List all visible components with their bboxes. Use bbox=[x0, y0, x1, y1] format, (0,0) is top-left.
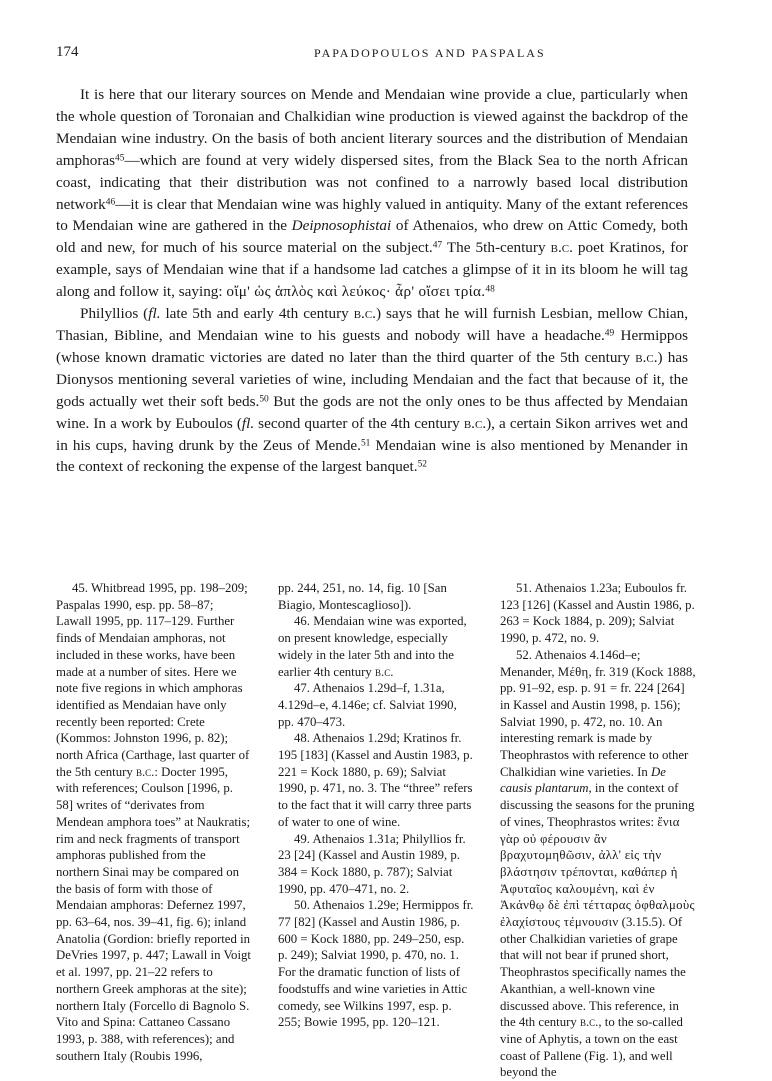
text-run: Philyllios ( bbox=[80, 305, 149, 323]
footnote-45-continued: pp. 244, 251, no. 14, fig. 10 [San Biagio, Montescaglioso]). bbox=[278, 581, 447, 612]
era-abbr: b.c. bbox=[635, 348, 658, 366]
text-run: poet Kratinos, for example, says of Mendaian wine that if a handsome lad catches a glimpse of it in its bloom he will tag along and follow it, saying: bbox=[56, 239, 688, 301]
text-run: , in the context of discussing the seasons for the pruning of vines, Theophrastos writes: bbox=[500, 781, 695, 829]
text-run: 45. Whitbread 1995, pp. 198–209; Paspalas 1990, esp. pp. 58–87; Lawall 1995, pp. 117–129. Further finds of Mendaian amphoras, not included in these works, have been made at a number of sites. Here we note five regions in which amphoras identified as Mendaian have only recently been reported: Crete (Kommos: Johnston 1996, p. 82); north Africa (Carthage, last quarter of the 5th century bbox=[56, 581, 250, 779]
footnote-45 bbox=[56, 580, 252, 1064]
text-run: Hermippos (whose known dramatic victories are dated no later than the third quarter of the 5th century bbox=[56, 326, 688, 366]
text-run: —it is clear that Mendaian wine was highly valued in antiquity. Many of the extant references to Mendaian wine are gathered in the bbox=[56, 195, 688, 235]
footnote-column-1 bbox=[56, 580, 252, 1064]
footnote-ref-49[interactable]: 49 bbox=[604, 328, 615, 339]
footnote-ref-48[interactable]: 48 bbox=[485, 284, 495, 295]
text-run: ) has Dionysos mentioning several varieties of wine, including Mendaian and the fact that because of it, the gods actually wet their soft beds. bbox=[56, 348, 688, 410]
text-run: The 5th-century bbox=[442, 239, 551, 257]
footnote-52 bbox=[500, 647, 696, 1081]
era-abbr: b.c. bbox=[550, 239, 573, 257]
footnote-ref-47[interactable]: 47 bbox=[432, 240, 443, 251]
text-run: ) says that he will furnish Lesbian, mellow Chian, Thasian, Bibline, and Mendaian wine to his guests and nobody will have a headache. bbox=[56, 305, 689, 344]
text-run: second quarter of the 4th century bbox=[254, 414, 464, 432]
footnote-ref-52[interactable]: 52 bbox=[417, 459, 427, 470]
era-abbr: b.c. bbox=[375, 664, 394, 679]
italic-abbr: fl. bbox=[148, 305, 161, 323]
running-title: PAPADOPOULOS AND PASPALAS bbox=[314, 46, 546, 60]
page-number: 174 bbox=[56, 44, 79, 60]
text-run: , fr. 319 (Kock 1888, pp. 91–92, esp. p. 91 = fr. 224 [264] in Kassel and Austin 1998, p. 156); Salviat 1990, p. 472, no. 10. An interesting remark is made by Theophrastos with reference to other Chalkidian wine varieties. In bbox=[500, 664, 696, 779]
footnote-47: 47. Athenaios 1.29d–f, 1.31a, 4.129d–e, 4.146e; cf. Salviat 1990, pp. 470–473. bbox=[278, 681, 457, 729]
footnote-49: 49. Athenaios 1.31a; Philyllios fr. 23 [24] (Kassel and Austin 1989, p. 384 = Kock 1880, p. 787); Salviat 1990, pp. 470–471, no. 2. bbox=[278, 831, 466, 896]
paragraph-2 bbox=[56, 303, 688, 478]
text-run: late 5th and early 4th century bbox=[160, 305, 354, 323]
footnote-ref-45[interactable]: 45 bbox=[115, 153, 125, 164]
greek-quote: οἴμ' ὡς ἁπλὸς καὶ λεύκος· ἆρ' οἴσει τρία. bbox=[226, 283, 486, 301]
footnote-column-3 bbox=[500, 580, 696, 1081]
running-head bbox=[56, 44, 688, 68]
main-text bbox=[56, 84, 688, 478]
footnote-48: 48. Athenaios 1.29d; Kratinos fr. 195 [183] (Kassel and Austin 1983, p. 221 = Kock 1880, p. 69); Salviat 1990, p. 471, no. 3. The “three” refers to the fact that it will carry three parts of water to one of wine. bbox=[278, 731, 473, 829]
greek-quote: ἔνια γὰρ οὐ φέρουσιν ἂν βραχυτομηθῶσιν, ἀλλ' εἰς τὴν βλάστησιν τρέπονται, καθάπερ ἡ Ἀφυταῖος καλουμένη, καὶ ἐν Ἀκάνθῳ δὲ ἐπὶ τέτταρας ὀφθαλμοὺς ἐλαχίστους τέμνουσιν bbox=[500, 814, 695, 930]
era-abbr: b.c. bbox=[579, 1015, 599, 1030]
text-run: —which are found at very widely dispersed sites, from the Black Sea to the north African coast, indicating that their distribution was not confined to a narrowly based local distribution network bbox=[56, 151, 688, 213]
greek-title: Μέθη bbox=[557, 664, 589, 679]
text-run: Mendaian wine is also mentioned by Menander in the context of reckoning the expense of the largest banquet. bbox=[56, 436, 688, 476]
text-run: ), a certain Sikon arrives wet and in his cups, having drunk by the Zeus of Mende. bbox=[56, 414, 688, 454]
era-abbr: b.c. bbox=[353, 305, 376, 323]
text-run: : Docter 1995, with references; Coulson [1996, p. 58] writes of “derivates from Mendean amphora toes” at Naukratis; rim and neck fragments of transport amphoras published from the northern Sinai may be compared on the basis of form with those of Mendaian amphoras: Defernez 1997, pp. 63–64, nos. 39–41, fig. 6); inland Anatolia (Gordion: briefly reported in DeVries 1997, p. 447; Lawall in Voigt et al. 1997, pp. 21–22 refers to northern Greek amphoras at the site); northern Italy (Forcello di Bagnolo S. Vito and Spina: Cattaneo Cassano 1993, p. 388, with references); and southern Italy (Roubis 1996, bbox=[56, 764, 251, 1063]
footnote-46 bbox=[278, 613, 474, 680]
footnote-51: 51. Athenaios 1.23a; Euboulos fr. 123 [126] (Kassel and Austin 1986, p. 263 = Kock 1884, p. 209); Salviat 1990, p. 472, no. 9. bbox=[500, 581, 695, 646]
footnote-column-2 bbox=[278, 580, 474, 1031]
text-run: 52. Athenaios 4.146d–e; Menander, bbox=[500, 647, 641, 679]
text-run: of Athenaios, who drew on Attic Comedy, both old and new, for much of his source material on the subject. bbox=[56, 217, 688, 257]
text-run: 46. Mendaian wine was exported, on present knowledge, especially widely in the later 5th and into the earlier 4th century bbox=[278, 614, 467, 679]
italic-title: De causis plantarum bbox=[500, 764, 666, 796]
era-abbr: b.c. bbox=[463, 414, 487, 432]
text-run: But the gods are not the only ones to be thus affected by Mendaian wine. In a work by Euboulos ( bbox=[56, 392, 689, 432]
era-abbr: b.c. bbox=[135, 764, 155, 779]
italic-title: Deipnosophistai bbox=[291, 217, 392, 235]
paragraph-1 bbox=[56, 84, 688, 303]
text-run: , to the so-called vine of Aphytis, a town on the east coast of Pallene (Fig. 1), and well beyond the bbox=[500, 1015, 683, 1080]
footnote-ref-46[interactable]: 46 bbox=[105, 196, 116, 207]
italic-abbr: fl. bbox=[241, 414, 255, 432]
text-run: It is here that our literary sources on Mende and Mendaian wine provide a clue, particularly when the whole question of Toronaian and Chalkidian wine production is viewed against the backdrop of the Mendaian wine industry. On the basis of both ancient literary sources and the distribution of Mendaian amphoras bbox=[56, 86, 688, 169]
footnote-ref-51[interactable]: 51 bbox=[360, 437, 371, 448]
footnote-ref-50[interactable]: 50 bbox=[259, 393, 269, 404]
footnote-50: 50. Athenaios 1.29e; Hermippos fr. 77 [82] (Kassel and Austin 1986, p. 600 = Kock 1880, pp. 249–250, esp. p. 249); Salviat 1990, p. 470, no. 1. For the dramatic function of lists of foodstuffs and wine varieties in Attic comedy, see Wilkins 1997, esp. p. 255; Bowie 1995, pp. 120–121. bbox=[278, 898, 474, 1030]
text-run: (3.15.5). Of other Chalkidian varieties of grape that will not bear if pruned short, Theophrastos specifically names the Akanthian, a well-known vine discussed above. This reference, in the 4th century bbox=[500, 915, 686, 1030]
